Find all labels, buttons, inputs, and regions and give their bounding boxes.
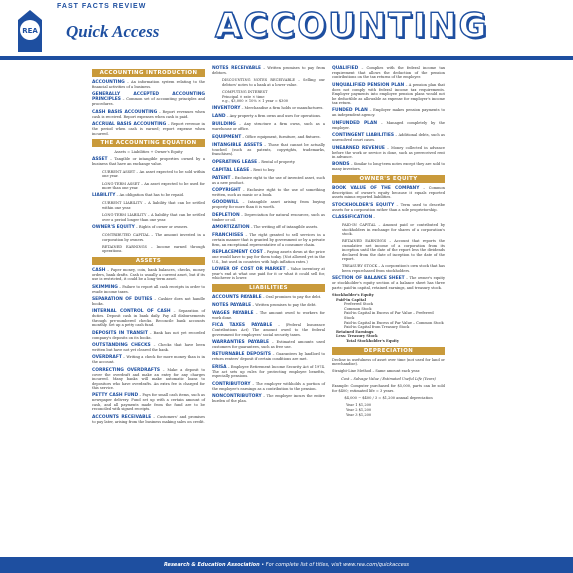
footer — [0, 557, 573, 573]
entry — [92, 343, 205, 352]
bs-line: Less: Treasury Stock — [336, 334, 378, 339]
term: FUNDED PLAN — [332, 108, 368, 114]
term: DEPLETION — [212, 212, 240, 218]
entry — [212, 323, 325, 337]
definition: – Complies with the federal income tax requirement that allows the deduction of the pension contributions on the tax returns of the employer. — [332, 66, 445, 80]
term: CONTINGENT LIABILITIES — [332, 133, 394, 139]
entry — [212, 267, 325, 281]
section-heading: ASSETS — [92, 257, 205, 265]
term: FRANCHISES — [212, 233, 244, 239]
sub-entry: CONTRIBUTED CAPITAL – The amount invested in a corporation by owners. — [102, 233, 205, 242]
term: PATENT — [212, 175, 231, 181]
term: CLASSIFICATION — [332, 215, 373, 221]
sub-entry: LONG-TERM ASSET – An asset expected to be used for more than one year. — [102, 181, 205, 191]
definition: – Report revenue in the period when cash is earned; report expense when incurred. — [92, 122, 205, 136]
brand-label: Quick Access — [66, 22, 160, 41]
entry — [212, 66, 325, 75]
term: OPERATING LEASE — [212, 159, 258, 165]
definition: – Rent to buy. — [249, 167, 276, 172]
entry — [332, 133, 445, 142]
entry — [92, 368, 205, 391]
definition: – An obligation that has to be repaid. — [115, 193, 185, 198]
definition: – Employee Retirement Income Security Act of 1974. The act sets up rules for protecting employee benefits, especially pensions. — [212, 364, 325, 379]
entry — [212, 250, 325, 264]
term: RETURNABLE DEPOSITS — [212, 352, 272, 358]
entry — [92, 92, 205, 106]
text-line: Straight-Line Method – Same amount each year. — [332, 369, 421, 374]
definition: – Exclusive right to the use of something written, such as music or a book. — [212, 188, 325, 198]
definition: – The employer incurs the entire burden of the plan. — [212, 393, 325, 403]
formula: $4,000 − $400 / 3 = $1,200 annual depreciation — [344, 395, 433, 400]
bs-line: Stockholder's Equity — [332, 292, 374, 297]
term: OVERDRAFT — [92, 355, 122, 361]
bs-line: Retained Earnings — [336, 329, 374, 334]
definition: – Written promises to pay from debtors. — [212, 66, 326, 75]
definition: – Exclusive right to the use of invented asset, such as a new product. — [212, 175, 325, 185]
term: AMORTIZATION — [212, 225, 250, 231]
definition: – Rights of owner or owners. — [134, 225, 189, 230]
term: UNFUNDED PLAN — [332, 120, 378, 126]
entry — [212, 295, 325, 300]
year-row: Year 2 $1,200 — [346, 407, 372, 412]
definition: – An information system relating to the financial activities of a business. — [92, 80, 205, 89]
entry — [92, 80, 205, 89]
term: ACCRUAL BASIS ACCOUNTING — [92, 122, 167, 128]
term: ACCOUNTING — [92, 80, 125, 85]
definition: – The writing off of intangible assets. — [249, 225, 319, 230]
definition: – Intangible asset arising from buying property for more than it is worth. — [212, 200, 325, 210]
rea-logo-icon — [12, 8, 48, 56]
entry — [212, 122, 325, 131]
term: BUILDING — [212, 122, 236, 128]
sub-entry: LONG-TERM LIABILITY – A liability that can be settled over a period longer than one year. — [102, 213, 205, 222]
column-3 — [332, 66, 445, 417]
sub-entry: TREASURY STOCK – A corporation's own stock that has been repurchased from stockholders. — [342, 264, 445, 273]
sub-entry: COMPUTING INTEREST — [222, 90, 268, 95]
term: SEPARATION OF DUTIES — [92, 296, 153, 302]
year-row: Year 3 $1,200 — [346, 412, 372, 417]
term: UNEARNED REVENUE — [332, 145, 385, 151]
section-heading: OWNER'S EQUITY — [332, 175, 445, 183]
definition: – Depreciation for natural resources, such as timber or oil. — [212, 212, 325, 222]
term: LOWER OF COST OR MARKET — [212, 266, 286, 272]
term: NONCONTRIBUTORY — [212, 393, 262, 399]
term: REPLACEMENT COST — [212, 250, 263, 256]
entry — [212, 213, 325, 222]
term: ASSET — [92, 157, 108, 163]
definition: – Pays for small cash items, such as newspaper delivery. Fund set up with a certain amount of cash, and all payments made from the fund are to be reconciled with signed receipts. — [92, 393, 205, 412]
entry — [212, 352, 325, 361]
entry — [212, 135, 325, 140]
header — [0, 0, 573, 62]
entry — [332, 162, 445, 171]
definition: – Any property a firm owns and uses for operations. — [225, 114, 322, 119]
sub-entry: RETAINED EARNINGS – Income earned through operations. — [102, 244, 205, 254]
term: CASH BASIS ACCOUNTING — [92, 109, 158, 115]
definition: – Customers' and promises to pay later, arising from the business making sales on credit. — [92, 414, 205, 424]
formula: Cost – Salvage Value / Estimated Useful Life (Years) — [341, 376, 436, 381]
term: SECTION OF BALANCE SHEET — [332, 276, 405, 282]
entry — [332, 66, 445, 80]
page-title: ACCOUNTING — [215, 6, 489, 46]
entry — [92, 225, 205, 230]
definition: – Employer makes pension payments to an independent agency. — [332, 108, 445, 118]
definition: – (Federal Insurance Contributions Act) The amount owed to the federal government for employees' social security taxes. — [212, 323, 326, 337]
definition: – Tangible or intangible properties owned by a business that have an exchange value. — [92, 157, 205, 167]
term: WARRANTIES PAYABLE — [212, 339, 270, 345]
term: LAND — [212, 114, 226, 120]
bs-line: Paid-in Capital in Excess of Par Value – Preferred Stock — [344, 311, 434, 320]
definition: – The owner's equity or stockholder's equity section of a balance sheet has three parts: paid-in capital, retained earnings, and treasury stock. — [332, 276, 445, 290]
term: ERISA — [212, 364, 227, 370]
term: STOCKHOLDER'S EQUITY — [332, 202, 395, 208]
term: NOTES PAYABLE — [212, 302, 252, 308]
definition: – Value inventory at year's end at what one paid for it or what it could sell for, whichever is lower. — [212, 266, 325, 281]
term: UNQUALIFIED PENSION PLAN — [332, 82, 405, 88]
bs-line: Paid-in Capital from Treasury Stock — [344, 325, 410, 330]
header-rule — [0, 56, 573, 60]
definition: – Report revenues when cash is received. Report expenses when cash is paid. — [92, 109, 205, 119]
entry — [332, 276, 445, 290]
entry — [92, 309, 205, 327]
section-heading: LIABILITIES — [212, 284, 325, 292]
definition: – Separation of duties. Deposit cash in bank daily. Pay all disbursements through pre-numbered checks. Reconcile bank accounts monthly. Set up a petty cash fund. — [92, 309, 205, 328]
entry — [212, 176, 325, 185]
entry — [92, 297, 205, 306]
entry — [212, 233, 325, 247]
definition: – Common description of owner's equity because it equals reported assets minus reported liabilities. — [332, 185, 445, 200]
definition: – Checks that have been written but have not yet cleared the bank. — [92, 342, 206, 352]
entry — [212, 114, 325, 119]
definition: – Failure to report all cash receipts in order to evade income taxes. — [92, 284, 205, 294]
term: GENERALLY ACCEPTED ACCOUNTING PRINCIPLES — [92, 92, 205, 103]
term: INVENTORY — [212, 106, 241, 112]
column-1 — [92, 66, 205, 427]
year-row: Year 1 $1,200 — [346, 403, 372, 408]
term: PETTY CASH FUND — [92, 393, 139, 399]
column-2 — [212, 66, 325, 406]
entry — [212, 168, 325, 173]
term: OUTSTANDING CHECKS — [92, 342, 151, 348]
term: ACCOUNTS RECEIVABLE — [92, 414, 152, 420]
entry — [332, 215, 445, 220]
section-heading: DEPRECIATION — [332, 347, 445, 355]
logo-text: REA — [22, 27, 38, 35]
term: CAPITAL LEASE — [212, 167, 250, 173]
definition: – Make a deposit to cover the overdraft and make an entry for any charges incurred. Many banks will make automatic loans to depositors who have overdrafts. An extra fee is charged for this service. — [92, 367, 205, 390]
text-line: Decline in usefulness of asset over time (not used for land or merchandise). — [332, 357, 445, 366]
entry — [92, 122, 205, 136]
sub-entry: Principal × rate × time — [222, 94, 265, 99]
entry — [212, 188, 325, 197]
sub-entry: RETAINED EARNINGS – Account that reports the cumulative net income of a corporation from its inception until the date of the report less the dividends declared from the date of inception to the date of the report. — [342, 239, 445, 261]
definition: – Guarantees by landlord to return renters' deposit if certain conditions are met. — [212, 352, 325, 362]
term: GOODWILL — [212, 200, 239, 206]
sub-entry: CURRENT LIABILITY – A liability that can be settled within one year. — [102, 201, 205, 210]
bs-line: Paid-in Capital — [336, 297, 366, 302]
term: CASH — [92, 267, 106, 273]
definition: – Those that cannot be actually touched (such as patents, copyrights, trademarks, franchises). — [212, 142, 325, 157]
definition: – The right granted to sell services in a certain manner that is granted by government or by a private firm, an exceptional representative of a consumer chain. — [212, 233, 325, 247]
term: OWNER'S EQUITY — [92, 225, 135, 231]
definition: – Additional debts, such as unresolved court cases. — [332, 133, 445, 143]
entry — [212, 382, 325, 391]
entry — [332, 203, 445, 212]
entry — [212, 143, 325, 157]
entry — [212, 303, 325, 308]
entry — [92, 268, 205, 282]
entry — [212, 340, 325, 349]
sub-entry: CURRENT ASSET – An asset expected to be sold within one year. — [102, 169, 205, 179]
definition: – Oral promises to pay the debt. — [261, 294, 322, 299]
section-heading: THE ACCOUNTING EQUATION — [92, 139, 205, 147]
term: SKIMMING — [92, 284, 118, 290]
entry — [92, 415, 205, 424]
entry — [92, 285, 205, 294]
entry — [212, 106, 325, 111]
term: DEPOSITS IN TRANSIT — [92, 330, 148, 336]
definition: – Writing a check for more money than is in the account. — [92, 355, 205, 365]
entry — [212, 365, 325, 379]
term: CORRECTING OVERDRAFTS — [92, 367, 160, 373]
sub-entry: PAID-IN CAPITAL – Amount paid or contributed by stockholders in exchange for shares of a corporation's stock. — [342, 223, 445, 236]
bs-line: Preferred Stock — [344, 302, 373, 307]
entry — [92, 355, 205, 364]
term: NOTES RECEIVABLE — [212, 66, 262, 71]
entry — [332, 186, 445, 200]
sub-entry: DISCOUNTING NOTES RECEIVABLE – Selling our debtors' notes to a bank at a lower value. — [222, 78, 325, 87]
term: ACCOUNTS PAYABLE — [212, 294, 262, 300]
entry — [92, 331, 205, 340]
definition: – Managed completely by the employer. — [332, 120, 445, 130]
entry — [92, 110, 205, 119]
entry — [212, 200, 325, 209]
term: EQUIPMENT — [212, 134, 242, 140]
content-area — [92, 62, 446, 556]
equation: Assets = Liabilities + Owner's Equity — [114, 150, 183, 155]
entry — [332, 121, 445, 130]
definition: – The employer withholds a portion of the employee's earnings as a contribution to the pension. — [212, 381, 325, 391]
term: QUALIFIED — [332, 66, 359, 71]
entry — [332, 108, 445, 117]
entry — [332, 146, 445, 160]
term: COPYRIGHT — [212, 188, 241, 194]
entry — [332, 83, 445, 106]
bs-line: Common Stock — [344, 306, 372, 311]
definition: – Rental of property. — [257, 159, 296, 164]
footer-link[interactable]: For complete list of titles, visit www.rea.com/quickaccess — [265, 562, 410, 568]
entry — [92, 193, 205, 198]
term: LIABILITY — [92, 193, 116, 199]
definition: – Money collected in advance before the work or service is done, such as prereceived rent in advance. — [332, 145, 446, 160]
definition: – Paying assets down at the price one would have to pay for them today. (Not allowed yet in the U.S., but used in countries with high inflation rates.) — [212, 250, 325, 264]
definition: – Merchandise a firm holds or manufactures. — [240, 106, 324, 111]
bs-line: Total Stockholder's Equity — [346, 338, 400, 343]
entry — [212, 160, 325, 165]
footer-publisher: Research & Education Association — [163, 562, 260, 568]
definition: – A pension plan that does not comply with federal income tax requirements. Employer payments into employee pension plans would not be deductible as allowable as expense for employer's income tax return. — [332, 82, 445, 106]
balance-sheet-outline — [332, 293, 445, 344]
definition: – Office equipment, furniture, and fixtures. — [241, 134, 321, 139]
definition: – Cashier does not handle books. — [92, 296, 206, 306]
footer-divider: • — [261, 562, 266, 568]
definition: – — [372, 215, 376, 220]
term: INTANGIBLE ASSETS — [212, 142, 263, 148]
entry — [92, 393, 205, 411]
entry — [212, 394, 325, 403]
definition: – Common set of accounting principles and procedures. — [92, 97, 205, 107]
term: FICA TAXES PAYABLE — [212, 323, 273, 329]
term: BOOK VALUE OF THE COMPANY — [332, 185, 420, 191]
bs-line: Paid-in Capital in Excess of Par Value – Common Stock — [344, 320, 444, 325]
term: INTERNAL CONTROL OF CASH — [92, 309, 171, 315]
term: CONTRIBUTORY — [212, 381, 251, 387]
text-line: Example: Computer purchased for $5,000, parts can be sold for $400; estimated life = 3 years. — [332, 384, 445, 393]
term: BONDS — [332, 162, 350, 168]
term: WAGES PAYABLE — [212, 310, 254, 316]
definition: – Bank has not yet recorded company's deposits on its books. — [92, 330, 205, 340]
entry — [212, 225, 325, 230]
definition: – Term used to describe assets for a corporation rather than a sole proprietorship. — [332, 202, 446, 212]
entry — [212, 311, 325, 320]
entry — [92, 157, 205, 166]
series-label: FAST FACTS REVIEW — [57, 3, 147, 10]
definition: – Paper money, coin, bank balances, checks, money orders, bank drafts. Cash is usually a current asset, but if its use is restricted, it could be a long-term asset. — [92, 267, 205, 282]
definition: – Estimated amounts used customers for guarantees, such as free use. — [212, 339, 325, 349]
definition: – Written promises to pay the debt. — [251, 302, 317, 307]
definition: – Any structure a firm owns, such as a warehouse or office. — [212, 122, 325, 132]
definition: – Similar to long-term notes except they are sold to many investors. — [332, 162, 445, 172]
section-heading: ACCOUNTING INTRODUCTION — [92, 69, 205, 77]
sub-entry: e.g., $3,000 × 10% × 1 year = $300 — [222, 99, 289, 104]
definition: – The amount owed to workers for work done. — [212, 310, 326, 320]
